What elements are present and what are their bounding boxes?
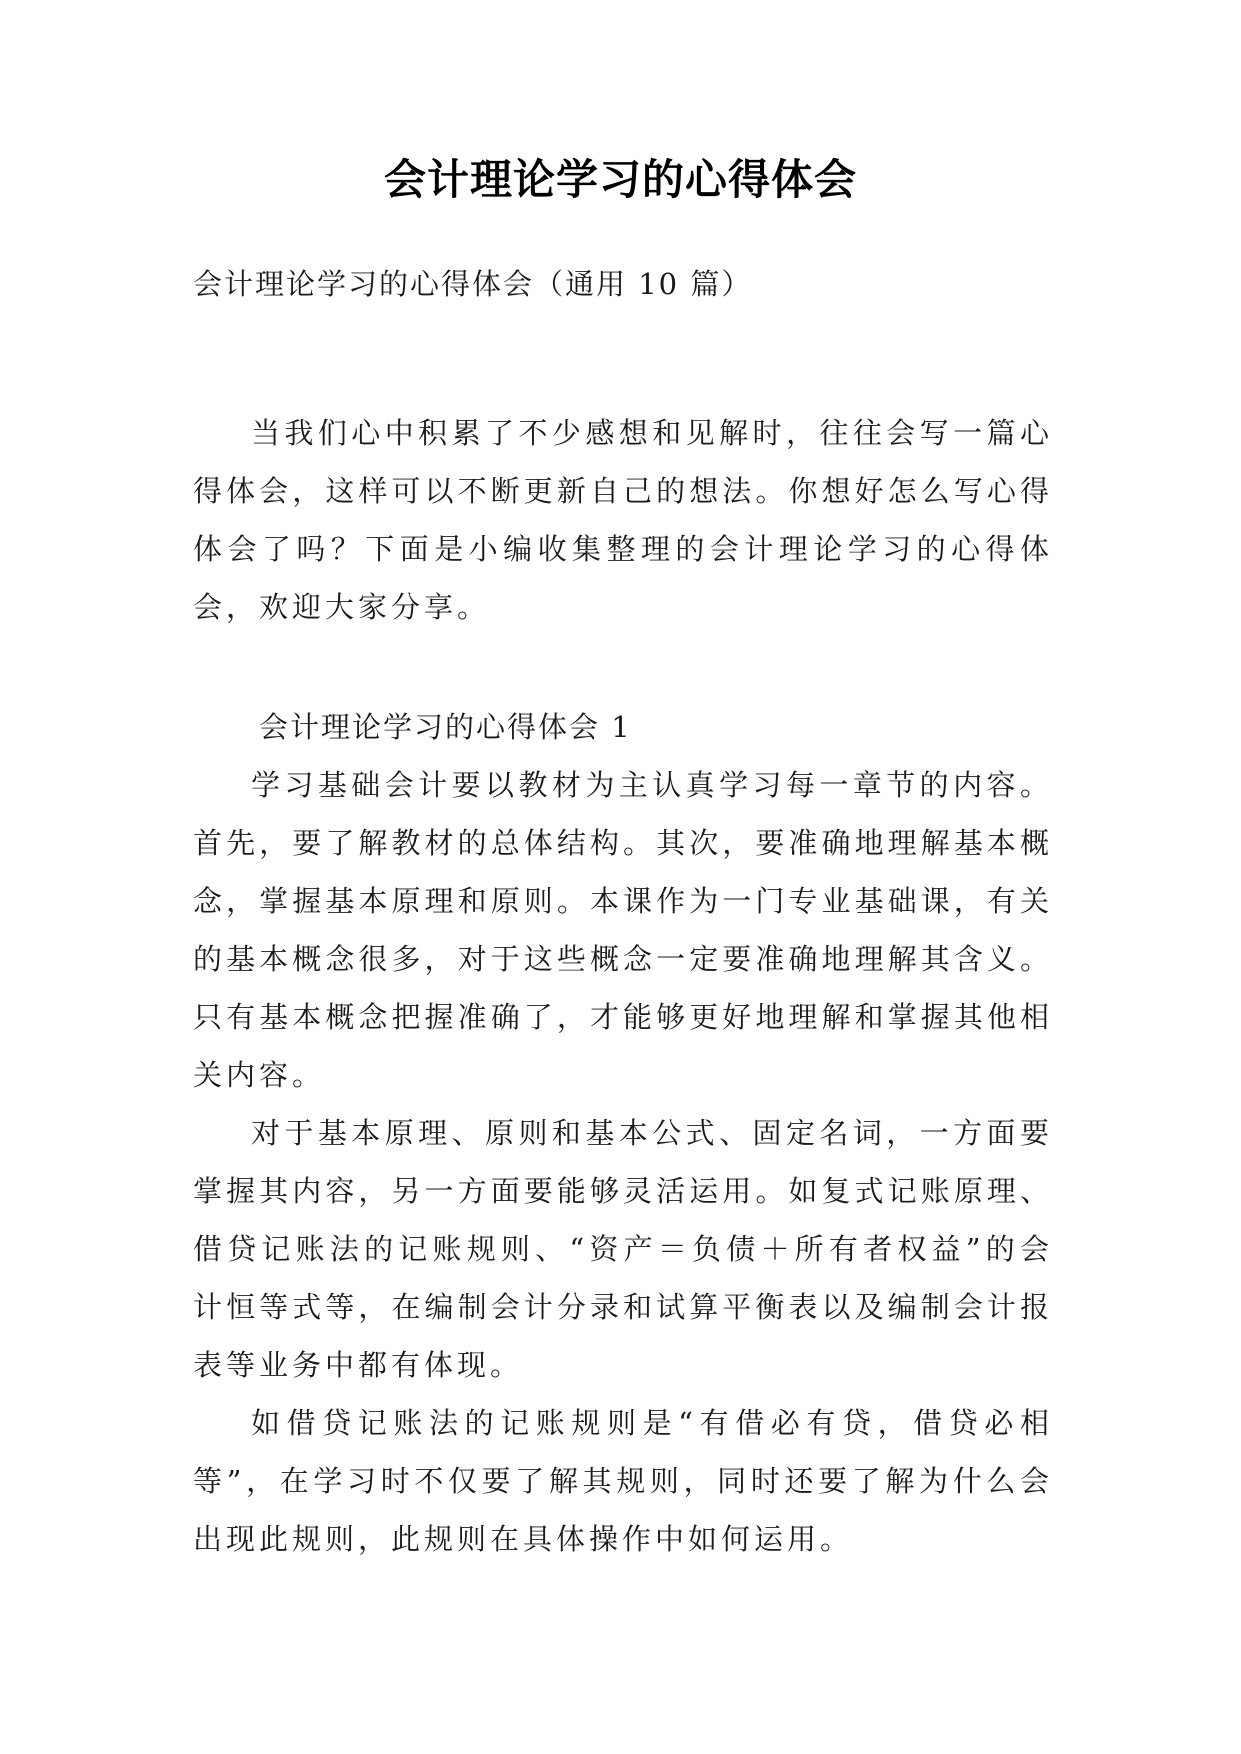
section-heading: 会计理论学习的心得体会 1	[259, 710, 632, 744]
document-title: 会计理论学习的心得体会	[383, 155, 857, 204]
body-paragraph: 学习基础会计要以教材为主认真学习每一章节的内容。首先，要了解教材的总体结构。其次，要准确地理解基本概念，掌握基本原理和原则。本课作为一门专业基础课，有关的基本概念很多，对于这些概念一定要准确地理解其含义。只有基本概念把握准确了，才能够更好地理解和掌握其他相关内容。	[193, 768, 1053, 1092]
body-paragraph: 对于基本原理、原则和基本公式、固定名词，一方面要掌握其内容，另一方面要能够灵活运用。如复式记账原理、借贷记账法的记账规则、“资产＝负债＋所有者权益”的会计恒等式等，在编制会计分录和试算平衡表以及编制会计报表等业务中都有体现。	[193, 1116, 1053, 1382]
body-paragraph: 如借贷记账法的记账规则是“有借必有贷，借贷必相等”，在学习时不仅要了解其规则，同时还要了解为什么会出现此规则，此规则在具体操作中如何运用。	[193, 1406, 1053, 1556]
document-subtitle: 会计理论学习的心得体会（通用 10 篇）	[193, 267, 753, 301]
intro-paragraph: 当我们心中积累了不少感想和见解时，往往会写一篇心得体会，这样可以不断更新自己的想法。你想好怎么写心得体会了吗？下面是小编收集整理的会计理论学习的心得体会，欢迎大家分享。	[193, 416, 1053, 624]
